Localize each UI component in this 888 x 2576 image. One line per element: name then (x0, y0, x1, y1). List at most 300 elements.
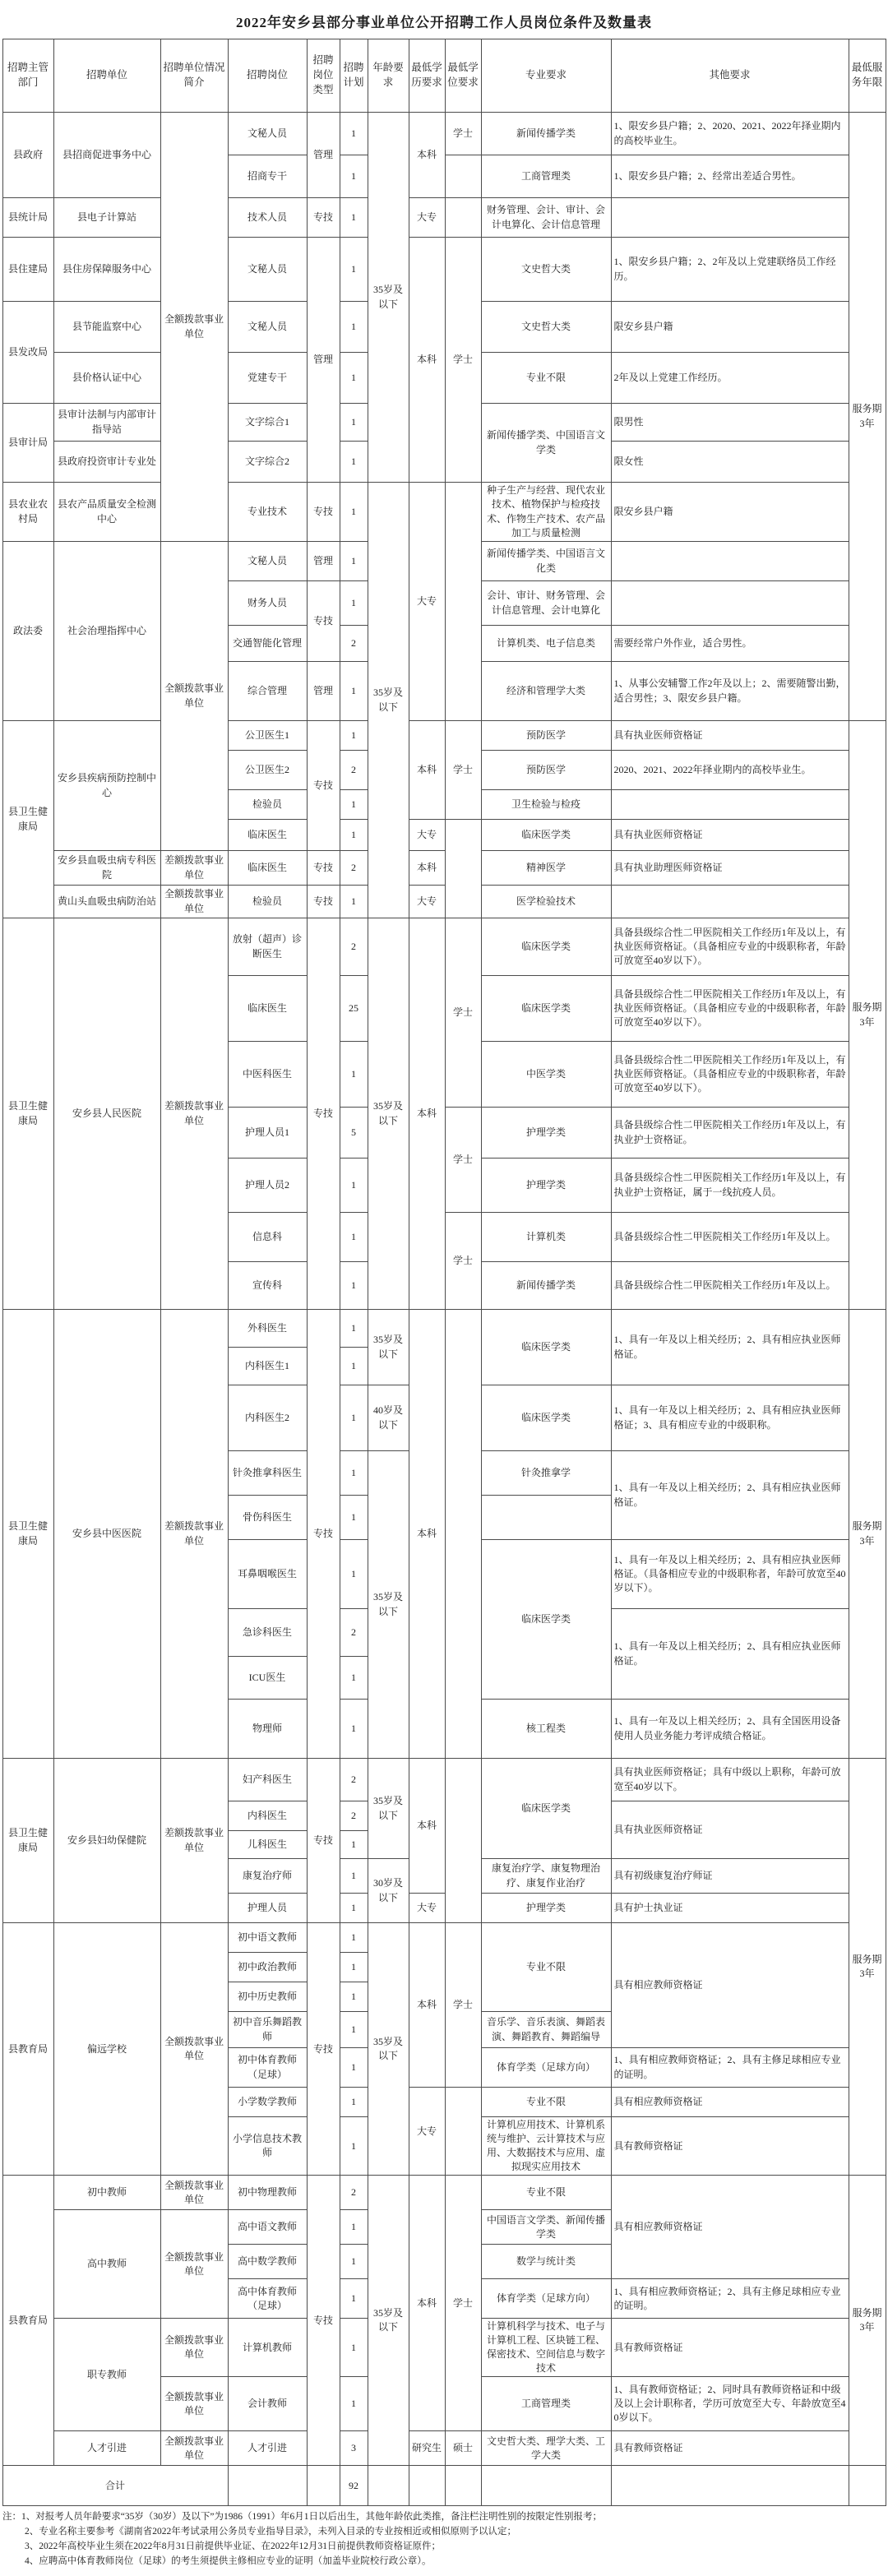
table-cell: 1 (340, 1540, 368, 1609)
table-cell: 服务期3年 (849, 721, 886, 1310)
table-cell: 县政府投资审计专业处 (53, 442, 160, 483)
table-cell: 1、具有一年及以上相关经历；2、具有相应执业医师格证；3、具有相应专业的中级职称。 (611, 1385, 849, 1451)
table-cell: 1 (340, 2210, 368, 2245)
table-cell: 县农业农村局 (2, 483, 53, 542)
table-cell: 1 (340, 113, 368, 155)
table-cell: 内科医生1 (228, 1348, 307, 1385)
table-row (2, 2176, 886, 2210)
total-count: 92 (340, 2466, 368, 2506)
table-cell: 学士 (445, 1923, 481, 2088)
table-cell (611, 790, 849, 820)
col-position: 招聘岗位 (228, 39, 307, 113)
table-cell: 1 (340, 1982, 368, 2012)
table-cell: 1 (340, 1310, 368, 1348)
table-cell: 职专教师 (53, 2319, 160, 2431)
table-cell: 中医学类 (481, 1042, 611, 1108)
table-cell: 2 (340, 918, 368, 976)
table-cell: 检验员 (228, 790, 307, 820)
table-cell: 党建专干 (228, 353, 307, 404)
col-unit-type: 招聘单位情况简介 (160, 39, 228, 113)
table-cell: 护理学类 (481, 1159, 611, 1213)
table-cell: 新闻传播学类 (481, 113, 611, 155)
table-cell: 本科 (409, 1759, 445, 1894)
positions-table (2, 39, 886, 2506)
table-cell: 大专 (409, 2088, 445, 2176)
table-cell: 公卫医生2 (228, 751, 307, 790)
table-cell: 1 (340, 404, 368, 442)
table-cell (445, 2466, 481, 2506)
table-row (2, 2431, 886, 2466)
table-cell: 限男性 (611, 404, 849, 442)
table-cell: 针灸推拿学 (481, 1451, 611, 1496)
table-cell: 初中语文教师 (228, 1923, 307, 1953)
table-cell: 具有执业医师资格证 (611, 1801, 849, 1859)
table-cell: 安乡县人民医院 (53, 918, 160, 1310)
table-cell: 县统计局 (2, 198, 53, 238)
table-cell: 35岁及以下 (368, 483, 409, 918)
table-cell: 1 (340, 1923, 368, 1953)
table-cell: 计算机类 (481, 1213, 611, 1262)
col-major: 专业要求 (481, 39, 611, 113)
table-cell: 差额拨款事业单位 (160, 1310, 228, 1759)
table-cell: 1、限安乡县户籍；2、经常出差适合男性。 (611, 155, 849, 198)
table-cell: 物理师 (228, 1700, 307, 1759)
col-education: 最低学历要求 (409, 39, 445, 113)
table-cell: 2 (340, 2176, 368, 2210)
table-cell: 工商管理类 (481, 155, 611, 198)
table-body (2, 113, 886, 2506)
table-cell (849, 2466, 886, 2506)
table-cell: 急诊科医生 (228, 1609, 307, 1657)
table-cell: 全额拨款事业单位 (160, 1923, 228, 2176)
table-cell: 专技 (307, 721, 340, 851)
table-cell (611, 886, 849, 918)
table-cell: 内科医生2 (228, 1385, 307, 1451)
table-cell: 专技 (307, 2176, 340, 2466)
table-cell: 1 (340, 198, 368, 238)
table-cell: 临床医生 (228, 851, 307, 886)
table-cell: 1 (340, 1159, 368, 1213)
table-cell: 专业技术 (228, 483, 307, 542)
table-cell: 1 (340, 581, 368, 626)
table-cell: 安乡县血吸虫病专科医院 (53, 851, 160, 886)
table-cell: 新闻传播学类、中国语言文学类 (481, 404, 611, 483)
table-cell: 县节能监察中心 (53, 302, 160, 353)
total-label: 合计 (2, 2466, 228, 2506)
table-cell: 具有执业医师资格证；具有中级以上职称，年龄可放宽至40岁以下。 (611, 1759, 849, 1801)
table-cell: 文字综合1 (228, 404, 307, 442)
table-header (2, 39, 886, 113)
table-cell: 临床医学类 (481, 976, 611, 1042)
table-cell (445, 2088, 481, 2176)
table-cell: 体育学类（足球方向） (481, 2279, 611, 2319)
table-cell: 全额拨款事业单位 (160, 2431, 228, 2466)
table-cell: 1 (340, 820, 368, 851)
col-degree: 最低学位要求 (445, 39, 481, 113)
table-cell: 耳鼻咽喉医生 (228, 1540, 307, 1609)
table-cell: 县教育局 (2, 2176, 53, 2466)
table-cell: 护理学类 (481, 1108, 611, 1159)
table-cell: 全额拨款事业单位 (160, 113, 228, 542)
table-cell: 1 (340, 1262, 368, 1310)
table-cell: 2 (340, 1609, 368, 1657)
table-cell: 体育学类（足球方向） (481, 2048, 611, 2088)
table-cell: 1 (340, 2279, 368, 2319)
table-cell: 学士 (445, 721, 481, 820)
table-cell: 音乐学、音乐表演、舞蹈表演、舞蹈教育、舞蹈编导 (481, 2012, 611, 2048)
table-cell: 人才引进 (53, 2431, 160, 2466)
table-cell: 社会治理指挥中心 (53, 542, 160, 721)
table-cell: 本科 (409, 721, 445, 820)
table-cell: 学士 (445, 2176, 481, 2431)
table-cell: 卫生检验与检疫 (481, 790, 611, 820)
table-cell: 限安乡县户籍 (611, 483, 849, 542)
table-cell: 学士 (445, 918, 481, 1108)
table-cell: 需要经常户外作业，适合男性。 (611, 626, 849, 662)
table-cell: 具有初级康复治疗师证 (611, 1859, 849, 1894)
table-cell: 1 (340, 1700, 368, 1759)
table-cell: 1、具有一年及以上相关经历；2、具有全国医用设备使用人员业务能力考评成绩合格证。 (611, 1700, 849, 1759)
table-cell: 县卫生健康局 (2, 1310, 53, 1759)
table-cell: 专技 (307, 198, 340, 238)
table-row (2, 238, 886, 302)
table-cell: 种子生产与经营、现代农业技术、植物保护与检疫技术、作物生产技术、农产品加工与质量检测 (481, 483, 611, 542)
table-cell: 大专 (409, 1894, 445, 1923)
table-cell: 交通智能化管理 (228, 626, 307, 662)
table-cell: 大专 (409, 886, 445, 918)
table-cell: 管理 (307, 238, 340, 483)
table-cell: 具备县级综合性二甲医院相关工作经历1年及以上，有执业医师资格证。（具备相应专业的中级职称者，年龄可放宽至40岁以下）。 (611, 918, 849, 976)
table-cell: 1、具有一年及以上相关经历；2、具有相应执业医师格证。 (611, 1310, 849, 1385)
table-header-row (2, 39, 886, 113)
table-cell: 安乡县中医医院 (53, 1310, 160, 1759)
table-cell: ICU医生 (228, 1657, 307, 1700)
table-cell: 1、具有相应教师资格证；2、具有主修足球相应专业的证明。 (611, 2048, 849, 2088)
table-row (2, 1759, 886, 1801)
table-cell: 精神医学 (481, 851, 611, 886)
table-cell: 技术人员 (228, 198, 307, 238)
table-row (2, 483, 886, 542)
table-cell: 县卫生健康局 (2, 918, 53, 1310)
table-cell: 专业不限 (481, 2088, 611, 2117)
col-plan-count: 招聘计划 (340, 39, 368, 113)
table-cell: 1、限安乡县户籍；2、2020、2021、2022年择业期内的高校毕业生。 (611, 113, 849, 155)
table-cell: 1 (340, 155, 368, 198)
table-cell: 1 (340, 1213, 368, 1262)
table-cell: 1 (340, 2319, 368, 2377)
col-position-type: 招聘岗位类型 (307, 39, 340, 113)
table-cell (445, 1759, 481, 1923)
table-cell: 学士 (445, 238, 481, 483)
table-cell: 招商专干 (228, 155, 307, 198)
table-cell: 35岁及以下 (368, 918, 409, 1310)
table-cell (307, 2466, 340, 2506)
table-cell: 计算机应用技术、计算机系统与维护、云计算技术与应用、大数据技术与应用、虚拟现实应用技术 (481, 2117, 611, 2176)
table-cell: 县教育局 (2, 1923, 53, 2176)
table-cell: 硕士 (445, 2431, 481, 2466)
col-unit: 招聘单位 (53, 39, 160, 113)
table-cell (611, 542, 849, 581)
table-cell: 财务管理、会计、审计、会计电算化、会计信息管理 (481, 198, 611, 238)
table-cell: 1、具有教师资格证；2、同时具有教师资格证和中级及以上会计职称者，学历可放宽至大专、年龄放宽至40岁以下。 (611, 2377, 849, 2431)
table-cell: 1 (340, 238, 368, 302)
table-cell: 1 (340, 542, 368, 581)
table-row (2, 198, 886, 238)
table-cell: 1、具有一年及以上相关经历；2、具有相应执业医师格证。 (611, 1609, 849, 1700)
total-row (2, 2466, 886, 2506)
table-cell: 服务期3年 (849, 2176, 886, 2466)
table-cell: 1、具有一年及以上相关经历；2、具有相应执业医师格证。 (611, 1451, 849, 1540)
table-cell: 初中体育教师（足球） (228, 2048, 307, 2088)
table-cell: 具有相应教师资格证 (611, 2176, 849, 2279)
table-cell: 本科 (409, 238, 445, 483)
table-cell: 数学与统计类 (481, 2245, 611, 2279)
table-cell: 35岁及以下 (368, 113, 409, 483)
table-cell: 学士 (445, 1108, 481, 1213)
table-cell: 临床医学类 (481, 1540, 611, 1700)
table-cell: 县住房保障服务中心 (53, 238, 160, 302)
table-cell: 1 (340, 1831, 368, 1859)
col-age: 年龄要求 (368, 39, 409, 113)
note-line: 4、应聘高中体育教师岗位（足球）的考生须提供主修相应专业的证明（加盖毕业院校行政公章）。 (25, 2555, 432, 2566)
table-cell: 2 (340, 1759, 368, 1801)
table-cell: 1 (340, 1894, 368, 1923)
table-row (2, 1310, 886, 1348)
table-cell: 1 (340, 2088, 368, 2117)
table-cell: 本科 (409, 851, 445, 886)
table-cell: 初中音乐舞蹈教师 (228, 2012, 307, 2048)
table-cell: 工商管理类 (481, 2377, 611, 2431)
table-cell: 具备县级综合性二甲医院相关工作经历1年及以上，有执业护士资格证，属于一线抗疫人员。 (611, 1159, 849, 1213)
table-cell: 外科医生 (228, 1310, 307, 1348)
table-cell (445, 820, 481, 918)
table-cell: 综合管理 (228, 662, 307, 721)
table-cell: 高中数学教师 (228, 2245, 307, 2279)
table-cell: 骨伤科医生 (228, 1496, 307, 1540)
table-cell: 差额拨款事业单位 (160, 851, 228, 886)
table-cell: 小学数学教师 (228, 2088, 307, 2117)
table-cell: 1 (340, 790, 368, 820)
table-cell: 具备县级综合性二甲医院相关工作经历1年及以上。 (611, 1213, 849, 1262)
table-cell: 1 (340, 1348, 368, 1385)
table-row (2, 851, 886, 886)
table-cell: 偏远学校 (53, 1923, 160, 2176)
table-row (2, 918, 886, 976)
table-cell: 县招商促进事务中心 (53, 113, 160, 198)
table-cell: 中医科医生 (228, 1042, 307, 1108)
table-row (2, 113, 886, 155)
table-cell: 1 (340, 2117, 368, 2176)
table-cell: 2 (340, 626, 368, 662)
table-cell (481, 1496, 611, 1540)
table-cell: 管理 (307, 542, 340, 581)
table-cell: 计算机教师 (228, 2319, 307, 2377)
table-cell: 限女性 (611, 442, 849, 483)
col-other: 其他要求 (611, 39, 849, 113)
table-cell: 1、从事公安辅警工作2年及以上；2、需要随警出勤，适合男性；3、限安乡县户籍。 (611, 662, 849, 721)
col-service-years: 最低服务年限 (849, 39, 886, 113)
table-cell: 黄山头血吸虫病防治站 (53, 886, 160, 918)
table-cell: 具备县级综合性二甲医院相关工作经历1年及以上，有执业医师资格证。（具备相应专业的中级职称者，年龄可放宽至40岁以下）。 (611, 976, 849, 1042)
table-cell (481, 2466, 611, 2506)
table-cell: 具备县级综合性二甲医院相关工作经历1年及以上，有执业护士资格证。 (611, 1108, 849, 1159)
table-cell: 文史哲大类 (481, 238, 611, 302)
table-cell (611, 581, 849, 626)
table-cell: 护理人员 (228, 1894, 307, 1923)
table-cell: 医学检验技术 (481, 886, 611, 918)
table-cell: 具有教师资格证 (611, 2319, 849, 2377)
table-cell: 具备县级综合性二甲医院相关工作经历1年及以上，有执业医师资格证。（具备相应专业的中级职称者，年龄可放宽至40岁以下）。 (611, 1042, 849, 1108)
table-cell: 1 (340, 1451, 368, 1496)
table-cell: 检验员 (228, 886, 307, 918)
table-cell: 学士 (445, 1213, 481, 1310)
table-cell: 全额拨款事业单位 (160, 2377, 228, 2431)
table-cell: 预防医学 (481, 751, 611, 790)
table-cell: 1 (340, 1385, 368, 1451)
table-cell: 35岁及以下 (368, 1310, 409, 1385)
table-cell (409, 2466, 445, 2506)
table-cell (611, 2466, 849, 2506)
table-cell: 妇产科医生 (228, 1759, 307, 1801)
table-cell: 服务期3年 (849, 113, 886, 721)
table-cell: 2 (340, 751, 368, 790)
table-cell: 1 (340, 1042, 368, 1108)
table-cell: 具有执业助理医师资格证 (611, 851, 849, 886)
table-cell: 县卫生健康局 (2, 1759, 53, 1923)
table-cell: 人才引进 (228, 2431, 307, 2466)
table-cell: 专业不限 (481, 2176, 611, 2210)
table-cell: 临床医学类 (481, 918, 611, 976)
table-cell: 管理 (307, 662, 340, 721)
table-cell: 专技 (307, 1923, 340, 2176)
table-cell: 具有执业医师资格证 (611, 820, 849, 851)
table-cell: 本科 (409, 1310, 445, 1759)
table-cell: 全额拨款事业单位 (160, 886, 228, 918)
table-cell: 公卫医生1 (228, 721, 307, 751)
table-cell: 大专 (409, 820, 445, 851)
table-cell: 儿科医生 (228, 1831, 307, 1859)
table-cell: 临床医学类 (481, 1385, 611, 1451)
table-cell: 初中教师 (53, 2176, 160, 2210)
table-cell: 管理 (307, 113, 340, 198)
table-cell: 临床医生 (228, 820, 307, 851)
table-cell: 1 (340, 2012, 368, 2048)
table-cell: 县政府 (2, 113, 53, 198)
table-cell: 1 (340, 1859, 368, 1894)
table-cell: 1 (340, 2377, 368, 2431)
table-cell: 1 (340, 353, 368, 404)
table-cell: 县卫生健康局 (2, 721, 53, 918)
table-cell: 限安乡县户籍 (611, 302, 849, 353)
table-cell: 临床医学类 (481, 820, 611, 851)
table-cell (445, 1310, 481, 1759)
table-cell: 全额拨款事业单位 (160, 2319, 228, 2377)
table-cell: 临床医生 (228, 976, 307, 1042)
table-cell: 县审计局 (2, 404, 53, 483)
table-cell: 经济和管理学大类 (481, 662, 611, 721)
table-cell: 文史哲大类、理学大类、工学大类 (481, 2431, 611, 2466)
table-cell: 5 (340, 1108, 368, 1159)
table-cell: 25 (340, 976, 368, 1042)
table-cell: 针灸推拿科医生 (228, 1451, 307, 1496)
table-cell: 初中历史教师 (228, 1982, 307, 2012)
table-cell: 全额拨款事业单位 (160, 2176, 228, 2210)
table-row (2, 1923, 886, 1953)
table-cell: 1 (340, 2245, 368, 2279)
table-cell: 本科 (409, 2176, 445, 2431)
table-cell: 2 (340, 1801, 368, 1831)
table-cell: 差额拨款事业单位 (160, 918, 228, 1310)
table-cell: 计算机科学与技术、电子与计算机工程、区块链工程、保密技术、空间信息与数字技术 (481, 2319, 611, 2377)
table-cell: 护理人员2 (228, 1159, 307, 1213)
table-cell: 1 (340, 442, 368, 483)
table-cell: 本科 (409, 1923, 445, 2088)
table-cell: 信息科 (228, 1213, 307, 1262)
table-cell: 小学信息技术教师 (228, 2117, 307, 2176)
table-cell: 全额拨款事业单位 (160, 2210, 228, 2319)
table-cell: 安乡县妇幼保健院 (53, 1759, 160, 1923)
note-line: 3、2022年高校毕业生须在2022年8月31日前提供毕业证、在2022年12月31日前提供教师资格证原件； (25, 2541, 441, 2551)
table-cell: 文史哲大类 (481, 302, 611, 353)
table-cell: 具有相应教师资格证 (611, 1923, 849, 2048)
table-cell: 2年及以上党建工作经历。 (611, 353, 849, 404)
table-cell: 具备县级综合性二甲医院相关工作经历1年及以上。 (611, 1262, 849, 1310)
table-cell: 新闻传播学类 (481, 1262, 611, 1310)
table-cell: 专技 (307, 1310, 340, 1759)
table-cell: 2 (340, 851, 368, 886)
table-cell: 专技 (307, 483, 340, 542)
table-cell: 1 (340, 662, 368, 721)
table-cell: 具有护士执业证 (611, 1894, 849, 1923)
table-cell: 宣传科 (228, 1262, 307, 1310)
table-cell: 服务期3年 (849, 1310, 886, 1759)
table-cell: 40岁及以下 (368, 1385, 409, 1451)
table-cell: 1 (340, 483, 368, 542)
table-cell: 内科医生 (228, 1801, 307, 1831)
table-cell: 临床医学类 (481, 1310, 611, 1385)
table-cell: 3 (340, 2431, 368, 2466)
table-cell: 新闻传播学类、中国语言文化类 (481, 542, 611, 581)
table-cell (445, 198, 481, 238)
table-cell: 1 (340, 1953, 368, 1982)
table-cell: 专技 (307, 581, 340, 662)
table-cell: 专技 (307, 1759, 340, 1923)
table-cell: 核工程类 (481, 1700, 611, 1759)
table-cell: 县发改局 (2, 302, 53, 404)
table-cell: 35岁及以下 (368, 1923, 409, 2176)
table-cell: 临床医学类 (481, 1759, 611, 1859)
table-cell: 康复治疗师 (228, 1859, 307, 1894)
table-cell: 预防医学 (481, 721, 611, 751)
table-cell: 县价格认证中心 (53, 353, 160, 404)
table-cell: 县电子计算站 (53, 198, 160, 238)
table-cell: 2020、2021、2022年择业期内的高校毕业生。 (611, 751, 849, 790)
table-cell: 35岁及以下 (368, 1451, 409, 1759)
note-line: 注：1、对报考人员年龄要求“35岁（30岁）及以下”为1986（1991）年6月1日以后出生，其他年龄依此类推，备注栏注明性别的按限定性别报考； (2, 2512, 602, 2523)
table-cell: 护理学类 (481, 1894, 611, 1923)
table-cell (228, 2466, 307, 2506)
table-cell: 具有教师资格证 (611, 2117, 849, 2176)
table-cell: 高中语文教师 (228, 2210, 307, 2245)
table-cell: 财务人员 (228, 581, 307, 626)
table-cell: 会计、审计、财务管理、会计信息管理、会计电算化 (481, 581, 611, 626)
table-cell (368, 2466, 409, 2506)
table-cell: 1、具有相应教师资格证；2、具有主修足球相应专业的证明。 (611, 2279, 849, 2319)
table-cell: 中国语言文学类、新闻传播学类 (481, 2210, 611, 2245)
table-cell: 县住建局 (2, 238, 53, 302)
table-cell: 30岁及以下 (368, 1859, 409, 1923)
table-cell: 专业不限 (481, 1923, 611, 2012)
